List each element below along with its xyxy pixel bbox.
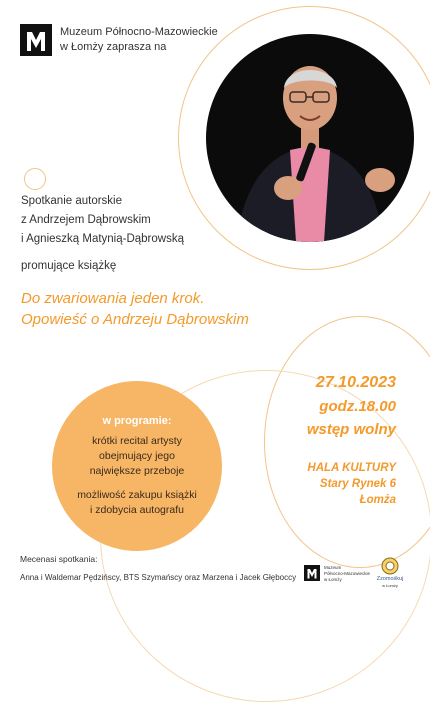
museum-line2: w Łomży zaprasza na <box>60 41 167 53</box>
program-item1-line2: obejmujący jego <box>99 449 175 462</box>
museum-line1: Muzeum Północno-Mazowieckie <box>60 26 218 38</box>
program-item2-line2: i zdobycia autografu <box>90 503 184 516</box>
event-line4: promujące książkę <box>21 260 117 272</box>
author-photo <box>206 34 414 242</box>
footer-museum-logo-icon <box>304 565 320 581</box>
ring-small <box>24 168 46 190</box>
program-heading: w programie: <box>102 415 172 427</box>
venue-line3: Łomża <box>359 494 396 506</box>
venue-line2: Stary Rynek 6 <box>319 478 396 490</box>
sponsors-names: Anna i Waldemar Pędzińscy, BTS Szymańscy oraz Marzena i Jacek Głęboccy <box>20 573 297 582</box>
town-logo-icon <box>381 557 399 575</box>
sponsors-label: Mecenasi spotkania: <box>20 554 98 564</box>
footer-logo-line3: w Łomży <box>324 577 342 582</box>
venue-line1: HALA KULTURY <box>307 462 396 474</box>
program-item1-line1: krótki recital artysty <box>92 434 182 447</box>
event-line3: i Agnieszką Matynią-Dąbrowską <box>21 233 184 245</box>
event-line1: Spotkanie autorskie <box>21 195 123 207</box>
footer-logo-line2: Północno-Mazowieckie <box>324 571 371 576</box>
footer-logo-line1: Muzeum <box>324 565 342 570</box>
town-logo-label: Zzomośkuj <box>376 576 404 582</box>
author-figure <box>206 34 414 242</box>
event-line2: z Andrzejem Dąbrowskim <box>21 214 151 226</box>
museum-logo-icon <box>20 24 52 56</box>
event-date: 27.10.2023 <box>315 374 396 391</box>
event-entry: wstęp wolny <box>306 421 396 438</box>
town-logo-sub: w Łomży <box>382 583 398 588</box>
event-time: godz.18.00 <box>319 398 396 415</box>
program-item1-line3: największe przeboje <box>89 464 185 477</box>
book-title-line2: Opowieść o Andrzeju Dąbrowskim <box>21 311 249 328</box>
book-title-line1: Do zwariowania jeden krok. <box>21 290 205 307</box>
program-item2-line1: możliwość zakupu książki <box>77 488 197 501</box>
